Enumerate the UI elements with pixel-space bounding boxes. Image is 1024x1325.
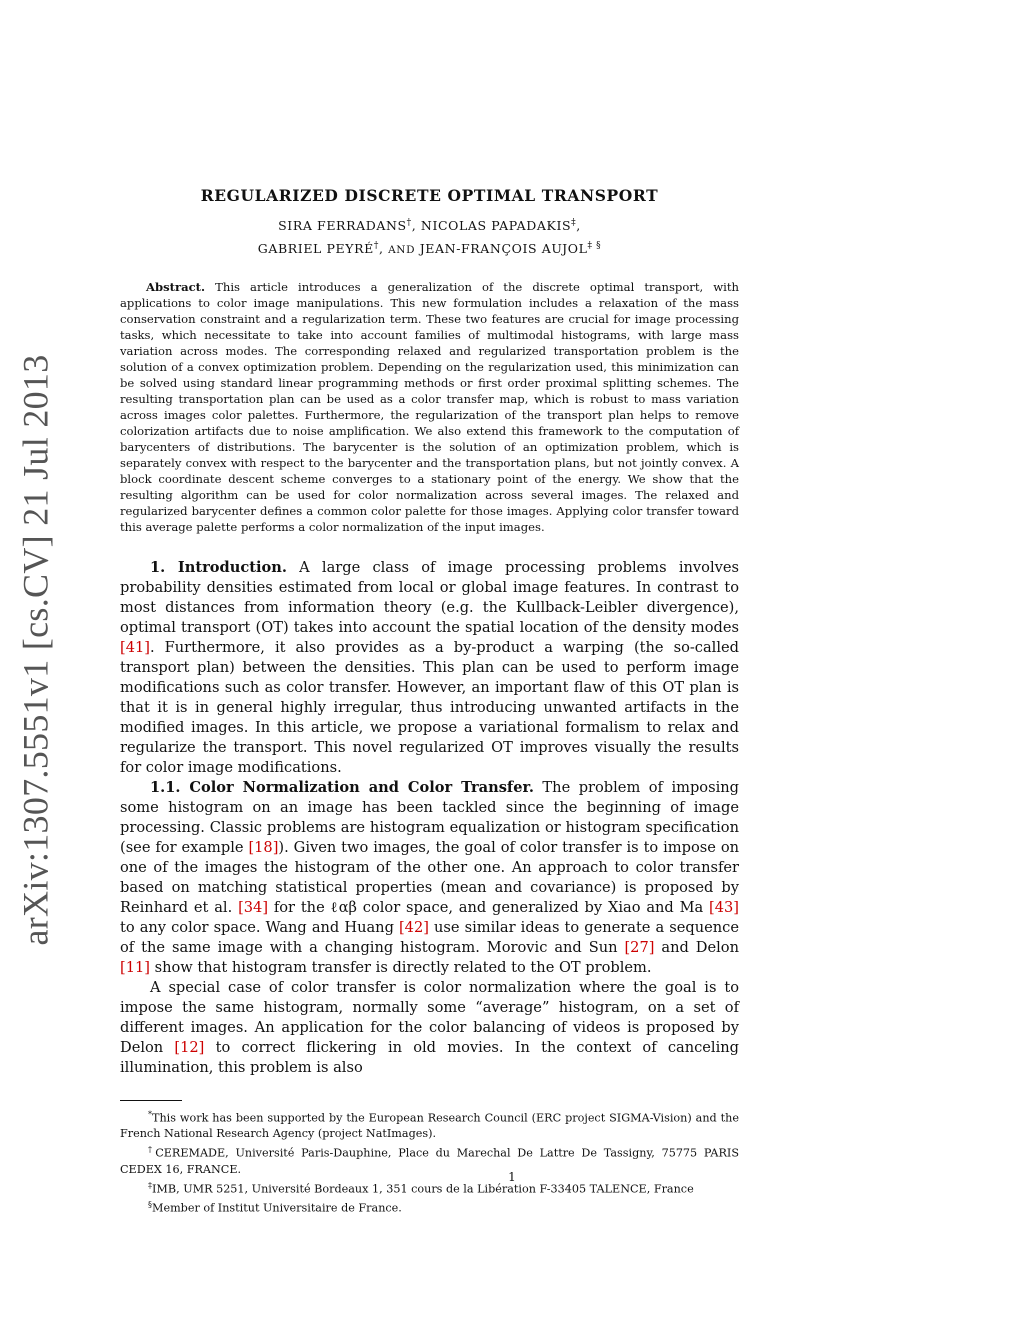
citation-link[interactable]: [41]: [120, 638, 150, 656]
author-ferradans: SIRA FERRADANS: [278, 218, 407, 234]
footnotes: [120, 1107, 739, 1217]
subsection-color-normalization: 1.1. Color Normalization and Color Transfer. The problem of imposing some histogram on an image has been tackled since the beginning of image processing. Classic problems are histogram equalization or histogram specification (see for example [18]). Given two images, the goal of color transfer is to impose on one of the images the histogram of the other one. An approach to color transfer based on matching statistical properties (mean and covariance) is proposed by Reinhard et al. [34] for the ℓαβ color space, and generalized by Xiao and Ma [43] to any color space. Wang and Huang [42] use similar ideas to generate a sequence of the same image with a changing histogram. Morovic and Sun [27] and Delon [11] show that histogram transfer is directly related to the OT problem.: [120, 778, 739, 976]
abstract-text: This article introduces a generalization of the discrete optimal transport, with applications to color image manipulations. This new formulation includes a relaxation of the mass conservation constraint and a regularization term. These two features are crucial for image processing tasks, which necessitate to take into account families of multimodal histograms, with large mass variation across modes. The corresponding relaxed and regularized transportation problem is the solution of a convex optimization problem. Depending on the regularization used, this minimization can be solved using standard linear programming methods or first order proximal splitting schemes. The resulting transportation plan can be used as a color transfer map, which is robust to mass variation across images color palettes. Furthermore, the regularization of the transport plan helps to remove colorization artifacts due to noise amplification. We also extend this framework to the computation of barycenters of distributions. The barycenter is the solution of an optimization problem, which is separately convex with respect to the barycenter and the transportation plans, but not jointly convex. A block coordinate descent scheme converges to a stationary point of the energy. We show that the resulting algorithm can be used for color normalization across several images. The relaxed and regularized barycenter defines a common color palette for those images. Applying color transfer toward this average palette performs a color normalization of the input images.: [120, 280, 740, 534]
author-peyre: GABRIEL PEYRÉ: [257, 241, 374, 257]
intro-heading: 1. Introduction.: [150, 558, 287, 576]
page-number: 1: [508, 1170, 516, 1184]
citation-link[interactable]: [34]: [238, 898, 269, 916]
paper-page: [120, 186, 739, 1217]
author-papadakis: NICOLAS PAPADAKIS: [420, 218, 572, 234]
footnote-ceremade: †CEREMADE, Université Paris-Dauphine, Place du Marechal De Lattre De Tassigny, 75775 PARIS CEDEX 16, FRANCE.: [120, 1145, 739, 1176]
author-block: [120, 213, 739, 260]
citation-link[interactable]: [12]: [174, 1038, 205, 1056]
footnote-rule: [120, 1100, 182, 1101]
color-normalization-paragraph: A special case of color transfer is color normalization where the goal is to impose the same histogram, normally some “average” histogram, on a set of different images. An application for the color balancing of videos is proposed by Delon [12] to correct flickering in old movies. In the context of canceling illumination, this problem is also: [120, 978, 739, 1076]
subsection-heading: 1.1. Color Normalization and Color Transfer.: [150, 778, 534, 796]
citation-link[interactable]: [43]: [709, 898, 739, 916]
paper-title: REGULARIZED DISCRETE OPTIMAL TRANSPORT: [200, 186, 659, 205]
citation-link[interactable]: [11]: [120, 958, 150, 976]
author-line-1: SIRA FERRADANS†, NICOLAS PAPADAKIS‡,: [278, 218, 581, 234]
footnote-funding: *This work has been supported by the European Research Council (ERC project SIGMA-Vision) and the French National Research Agency (project NatImages).: [120, 1109, 739, 1141]
citation-link[interactable]: [27]: [624, 938, 655, 956]
author-aujol: JEAN-FRANÇOIS AUJOL: [419, 241, 588, 257]
abstract: [120, 280, 739, 535]
citation-link[interactable]: [18]: [248, 838, 279, 856]
footnote-iuf: §Member of Institut Universitaire de France.: [148, 1200, 402, 1216]
intro-paragraph: 1. Introduction. A large class of image processing problems involves probability densities estimated from local or global image features. In contrast to most distances from information theory (e.g. the Kullback-Leibler divergence), optimal transport (OT) takes into account the spatial location of the density modes [41]. Furthermore, it also provides as a by-product a warping (the so-called transport plan) between the densities. This plan can be used to perform image modifications such as color transfer. However, an important flaw of this OT plan is that it is in general highly irregular, thus introducing unwanted artifacts in the modified images. In this article, we propose a variational formalism to relax and regularize the transport. This novel regularized OT improves visually the results for color image modifications.: [120, 558, 739, 776]
arxiv-sidebar-stamp: [14, 354, 58, 946]
citation-link[interactable]: [42]: [398, 918, 429, 936]
abstract-label: Abstract.: [146, 280, 206, 295]
footnote-imb: ‡IMB, UMR 5251, Université Bordeaux 1, 351 cours de la Libération F-33405 TALENCE, France: [148, 1180, 694, 1196]
section-introduction: [120, 558, 739, 1078]
author-line-2: GABRIEL PEYRÉ†, AND JEAN-FRANÇOIS AUJOL‡ §: [257, 241, 602, 257]
arxiv-id: arXiv:1307.5551v1 [cs.CV] 21 Jul 2013: [16, 354, 56, 946]
